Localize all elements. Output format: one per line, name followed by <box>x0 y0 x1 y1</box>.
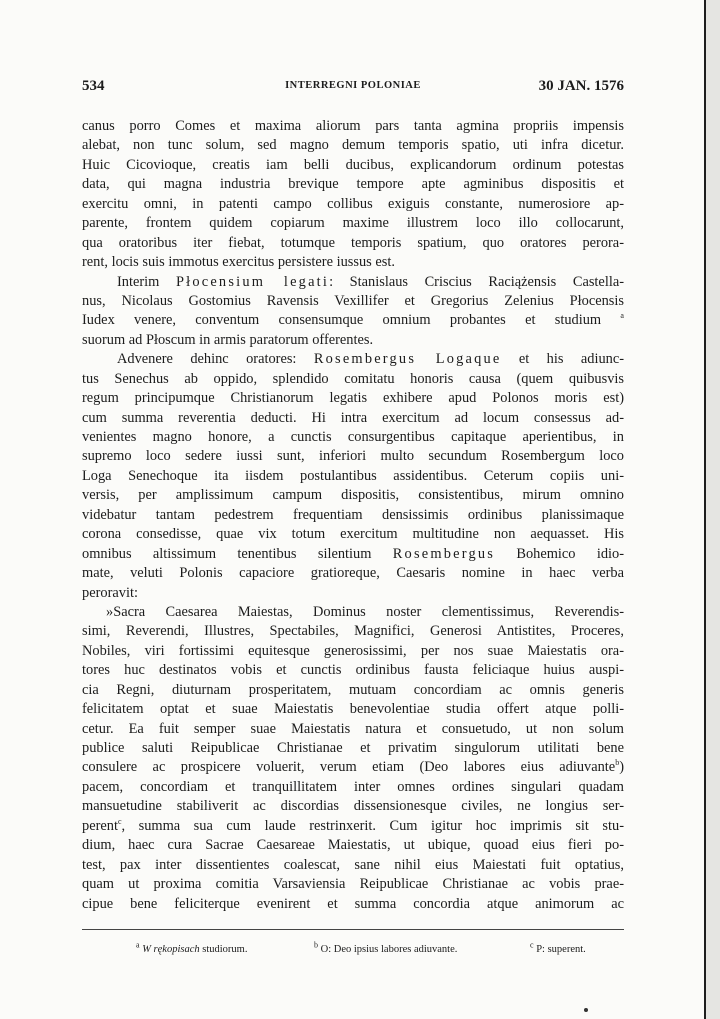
text-line: cetur. Ea fuit semper suae Maiestatis natura et consuetudo, ut non solum <box>82 720 624 737</box>
text-line: tus Senechus ab oppido, splendido comitatu honoris causa (quem quibusvis <box>82 370 624 387</box>
text-line: test, pax inter dissentientes coalescat, sane nihil eius Maiestati fuit optatius, <box>82 856 624 873</box>
footnote-c-text: P: superent. <box>533 944 586 955</box>
line-rest: et his adiunc- <box>501 351 624 368</box>
text-line: regum principumque Christianorum legatis exhibere apud Polonos moris est) <box>82 390 624 407</box>
text-line: exercitu omni, in patenti campo collibus exiguis constante, numerosiore ap- <box>82 195 624 212</box>
header-date: 30 JAN. 1576 <box>538 78 624 94</box>
text-line: quam ut proxima comitia Varsaviensia Reipublicae Christianae ac vobis prae- <box>82 876 624 893</box>
page-edge-shadow <box>706 0 720 1019</box>
footnote-mark-b: b <box>615 758 620 768</box>
text-line: suorum ad Płoscum in armis paratorum offerentes. <box>82 331 374 348</box>
text-line: mate, veluti Polonis capaciore gratioreque, Caesaris nomine in haec verba <box>82 565 624 582</box>
text-line: venientes magno honore, a cunctis consurgentibus capitaque aperientibus, in <box>82 429 624 445</box>
line-text: Iudex venere, conventum consensumque omnium probantes et studium <box>82 312 602 329</box>
line-start: Interim <box>117 273 176 290</box>
text-line <box>82 350 624 369</box>
footnote-c-mark: c <box>530 940 534 950</box>
text-line: peroravit: <box>82 584 138 601</box>
text-line: corona consedisse, quae vix totum exercitum multitudine non aequasset. His <box>82 526 624 543</box>
text-line: Huic Cicovioque, creatis iam belli ducibus, explicandorum ordinum potestas <box>82 156 624 173</box>
text-line: videbatur tantam pedestrem frequentiam densissimis ordinibus planissimaque <box>82 506 624 523</box>
text-line: supremo loco sedere iussi sunt, inferiori multo secundum Rosembergum loco <box>82 448 624 465</box>
spaced-name: Rosembergus <box>392 545 496 562</box>
text-line: dium, haec cura Sacrae Caesareae Maiestatis, ut ubique, quoad eius fieri po- <box>82 837 624 854</box>
text-line: versis, per amplissimum campum dispositis, consistentibus, mirum omnino <box>82 487 624 504</box>
text-line: cia Regni, diuturnam prosperitatem, mutuam concordiam ac omnis generis <box>82 681 624 698</box>
text-line: Loga Senechoque ita iisdem postulantibus assidentibus. Ceterum copiis uni- <box>82 467 624 484</box>
text-line: felicitatem optat et suae Maiestatis benevolentiae studia offert atque polli- <box>82 701 624 718</box>
footnote-a-italic: W rękopisach <box>142 944 200 955</box>
spaced-name: Płocensium legati <box>175 273 330 290</box>
line-start: omnibus altissimum tenentibus silentium <box>82 545 393 562</box>
footnote-mark-c: c <box>117 816 122 826</box>
ink-speck <box>584 1008 588 1012</box>
text-line <box>82 273 624 292</box>
main-text <box>82 117 624 914</box>
text-line: cum summa reverentia deducti. Hi intra exercitum ad locum consessus ad- <box>82 409 624 426</box>
line-rest: ) <box>619 759 624 776</box>
line-start: perent <box>82 817 118 834</box>
line-text: consulere ac prospicere voluerit, verum etiam (Deo labores eius adiuvante <box>82 759 616 776</box>
footnote-b <box>314 940 458 955</box>
footnote-a <box>136 940 248 955</box>
text-line <box>82 311 624 330</box>
line-rest: , summa sua cum laude restrinxerit. Cum igitur hoc imprimis sit stu- <box>121 817 624 834</box>
text-line: data, qui magna industria brevique tempore apte agminibus dispositis et <box>82 176 624 193</box>
line-start: Advenere dehinc oratores: <box>117 351 314 368</box>
text-line <box>82 758 624 777</box>
text-line: canus porro Comes et maxima aliorum pars tanta agmina propriis impensis <box>82 118 624 134</box>
spaced-name: Rosembergus Logaque <box>313 351 502 368</box>
text-line: nus, Nicolaus Gostomius Ravensis Vexillifer et Gregorius Zelenius Płocensis <box>82 292 624 309</box>
text-line: qua oratoribus iter fiebat, totumque temporis spatium, quo oratores perora- <box>82 234 624 251</box>
text-line: parente, frontem quidem copiarum maxime illustrem loco illo collocarunt, <box>82 215 624 232</box>
footnote-rule <box>82 929 624 930</box>
text-line <box>82 817 624 836</box>
text-line: »Sacra Caesarea Maiestas, Dominus noster clementissimus, Reverendis- <box>106 603 624 620</box>
text-line: alebat, non tunc solum, sed magno demum temporis spatio, uti infra dicetur. <box>82 137 624 154</box>
line-rest: : Stanislaus Criscius Raciążensis Castella- <box>329 273 624 290</box>
running-title: INTERREGNI POLONIAE <box>285 80 421 91</box>
text-line: mansuetudine stabiliverit ac discordias dissensionesque civiles, ne longius ser- <box>82 798 624 815</box>
page-edge-line <box>704 0 706 1019</box>
footnote-a-mark: a <box>136 940 140 950</box>
running-header <box>82 78 624 100</box>
footnote-a-text: studiorum. <box>199 944 248 955</box>
text-line: Nobiles, viri fortissimi equitesque generosissimi, per nos suae Maiestatis ora- <box>82 642 624 659</box>
text-line: rent, locis suis immotus exercitus persistere iussus est. <box>82 254 395 271</box>
footnote-mark-a: a <box>620 311 624 321</box>
page-number: 534 <box>82 78 105 94</box>
footnote-b-text: O: Deo ipsius labores adiuvante. <box>318 944 458 955</box>
line-rest: Bohemico idio- <box>495 545 624 562</box>
text-line: tores huc destinatos vobis et cunctis ordinibus fausta feliciaque huius auspi- <box>82 662 624 679</box>
text-line: simi, Reverendi, Illustres, Spectabiles, Magnifici, Generosi Antistites, Proceres, <box>82 623 624 640</box>
text-line <box>82 545 624 564</box>
text-line: cipue bene feliciterque evenirent et summa concordia atque animorum ac <box>82 895 624 912</box>
footnote-b-mark: b <box>314 940 318 950</box>
text-line: publice saluti Reipublicae Christianae et privatim singulorum utilitati bene <box>82 740 624 756</box>
text-line: pacem, concordiam et tranquillitatem inter omnes ordines singulari quadam <box>82 778 624 795</box>
footnote-c <box>530 940 586 955</box>
